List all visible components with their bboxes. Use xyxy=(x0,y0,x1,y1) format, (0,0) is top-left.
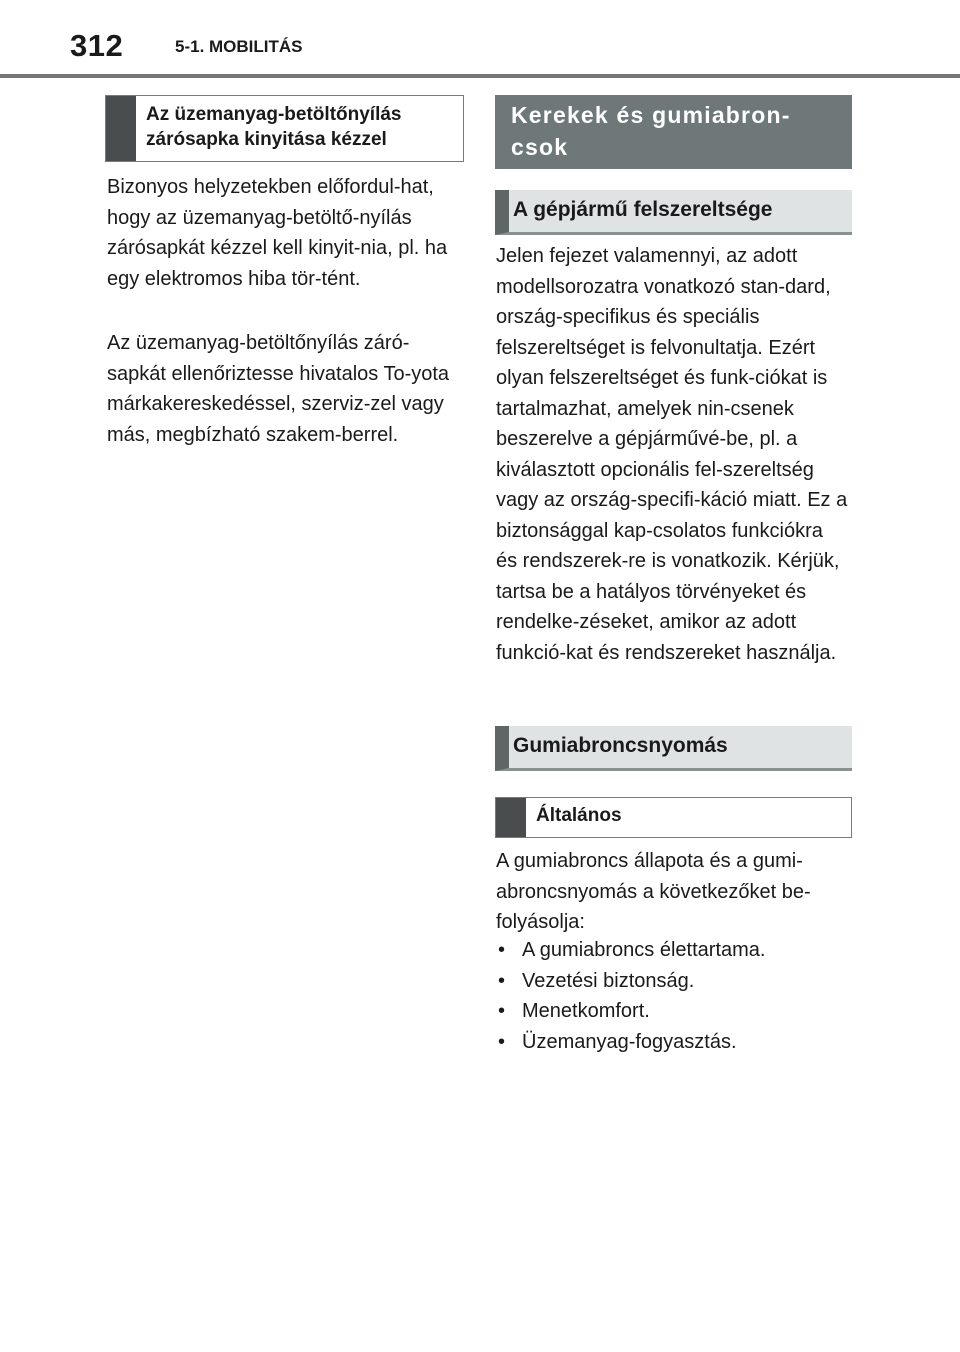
list-item: • Vezetési biztonság. xyxy=(496,966,848,997)
heading-text: Általános xyxy=(536,805,622,826)
subheading-vehicle-equipment: A gépjármű felszereltsége xyxy=(495,190,852,235)
page-number: 312 xyxy=(70,28,124,63)
heading-bar xyxy=(496,798,526,837)
page-header xyxy=(0,0,960,80)
section-title: 5-1. MOBILITÁS xyxy=(175,37,303,56)
paragraph-equipment: Jelen fejezet valamennyi, az adott modellsorozatra vonatkozó stan-dard, ország-specifikus és speciális felszereltséget is felvonultatja. Ezért olyan felszereltséget és funk-ciókat is tartalmazhat, amelyek nin-csenek beszerelve a gépjárművé-be, pl. a kiválasztott opcionális fel-szereltség vagy az ország-specifi-káció miatt. Ez a biztonsággal kap-csolatos funkciókra és rendszerek-re is vonatkozik. Kérjük, tartsa be a hatályos törvényeket és rendelke-zéseket, amikor az adott funkció-kat és rendszereket használja. xyxy=(496,245,848,664)
heading-general xyxy=(495,797,852,838)
tire-pressure-effects-list xyxy=(496,935,848,1057)
heading-bar xyxy=(106,96,136,161)
paragraph-tire-pressure: A gumiabroncs állapota és a gumi-abroncsnyomás a következőket be-folyásolja: xyxy=(496,850,811,933)
paragraph-fuel-cap-intro: Bizonyos helyzetekben előfordul-hat, hogy az üzemanyag-betöltő-nyílás zárósapkát kézzel kell kinyit-nia, pl. ha egy elektromos hiba tör-tént. xyxy=(107,176,448,290)
header-rule xyxy=(0,74,960,78)
list-item: • Menetkomfort. xyxy=(496,996,848,1027)
chapter-banner-wheels-tires: Kerekek és gumiabron-csok xyxy=(495,95,852,169)
heading-text: Az üzemanyag-betöltőnyílás zárósapka kinyitása kézzel xyxy=(146,104,402,150)
list-item: • Üzemanyag-fogyasztás. xyxy=(496,1027,848,1058)
list-item: • A gumiabroncs élettartama. xyxy=(496,935,848,966)
heading-fuel-cap-manual xyxy=(105,95,464,162)
subheading-tire-pressure: Gumiabroncsnyomás xyxy=(495,726,852,771)
paragraph-fuel-cap-service: Az üzemanyag-betöltőnyílás záró-sapkát ellenőriztesse hivatalos To-yota márkakereskedéssel, szerviz-zel vagy más, megbízható szakem-berrel. xyxy=(107,332,450,446)
